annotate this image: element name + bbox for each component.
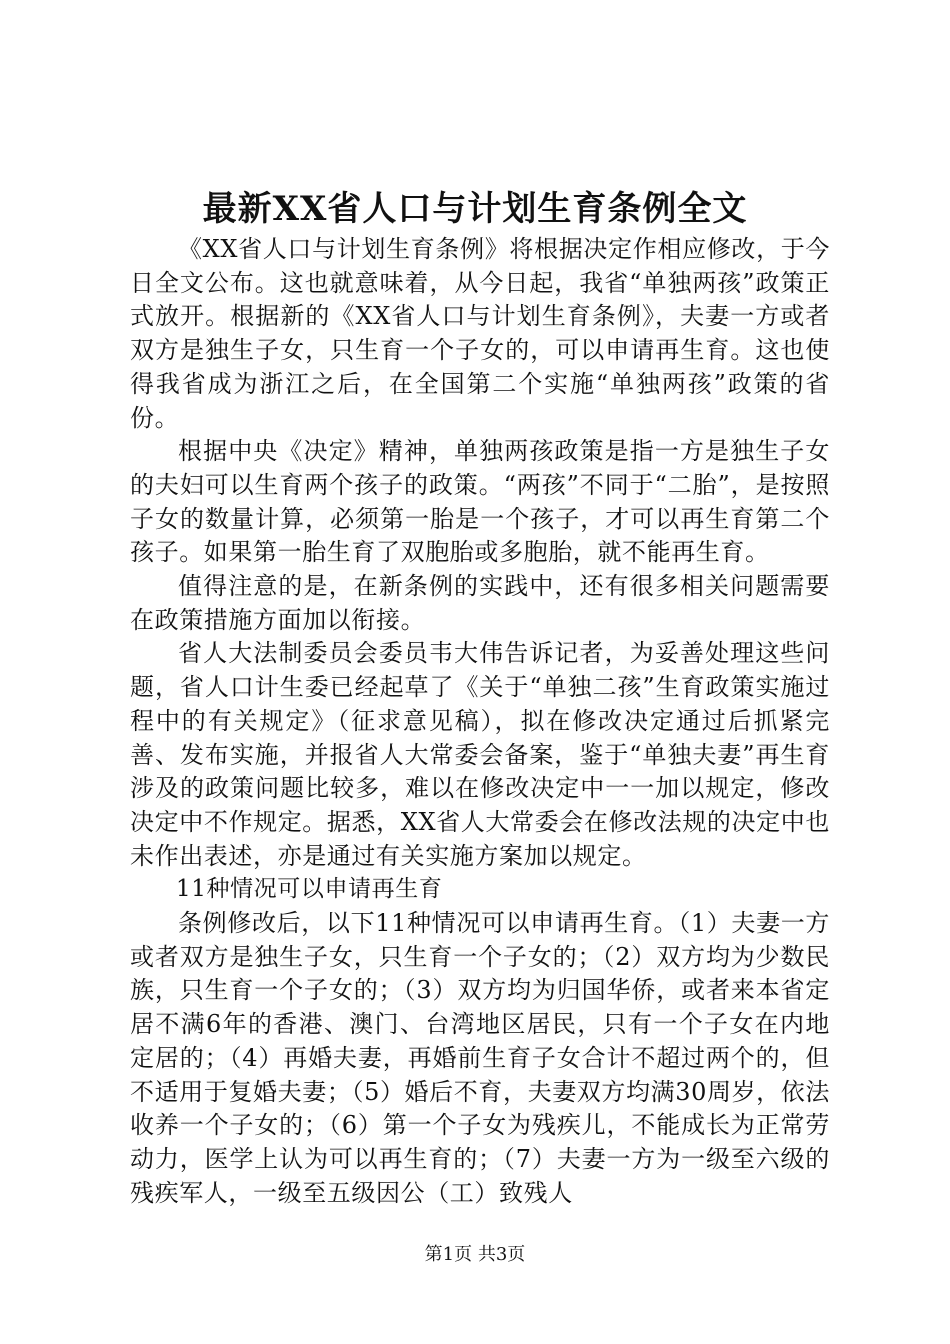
document-title: 最新XX省人口与计划生育条例全文 xyxy=(202,189,748,229)
section-subheading: 11种情况可以申请再生育 xyxy=(176,876,443,903)
paragraph-intro: 《XX省人口与计划生育条例》将根据决定作相应修改，于今日全文公布。这也就意味着，从今日起，我省“单独两孩”政策正式放开。根据新的《XX省人口与计划生育条例》，夫妻一方或者双方是独生子女，只生育一个子女的，可以申请再生育。这也使得我省成为浙江之后，在全国第二个实施“单独两孩”政策的省份。 xyxy=(130,235,830,432)
paragraph-interview: 省人大法制委员会委员韦大伟告诉记者，为妥善处理这些问题，省人口计生委已经起草了《关于“单独二孩”生育政策实施过程中的有关规定》（征求意见稿），拟在修改决定通过后抓紧完善、发布实施，并报省人大常委会备案，鉴于“单独夫妻”再生育涉及的政策问题比较多，难以在修改决定中一一加以规定，修改决定中不作规定。据悉，XX省人大常委会在修改法规的决定中也未作出表述，亦是通过有关实施方案加以规定。 xyxy=(130,639,830,870)
paragraph-policy-definition: 根据中央《决定》精神，单独两孩政策是指一方是独生子女的夫妇可以生育两个孩子的政策。“两孩”不同于“二胎”，是按照子女的数量计算，必须第一胎是一个孩子，才可以再生育第二个孩子。如果第一胎生育了双胞胎或多胞胎，就不能再生育。 xyxy=(130,437,830,567)
page-footer: 第1页 共3页 xyxy=(424,1244,526,1265)
document-body xyxy=(130,233,830,1210)
paragraph-conditions: 条例修改后，以下11种情况可以申请再生育。（1）夫妻一方或者双方是独生子女，只生育一个子女的；（2）双方均为少数民族，只生育一个子女的；（3）双方均为归国华侨，或者来本省定居不满6年的香港、澳门、台湾地区居民，只有一个子女在内地定居的；（4）再婚夫妻，再婚前生育子女合计不超过两个的，但不适用于复婚夫妻；（5）婚后不育，夫妻双方均满30周岁，依法收养一个子女的；（6）第一个子女为残疾儿，不能成长为正常劳动力，医学上认为可以再生育的；（7）夫妻一方为一级至六级的残疾军人，一级至五级因公（工）致残人 xyxy=(130,909,830,1207)
paragraph-note: 值得注意的是，在新条例的实践中，还有很多相关问题需要在政策措施方面加以衔接。 xyxy=(130,572,830,634)
